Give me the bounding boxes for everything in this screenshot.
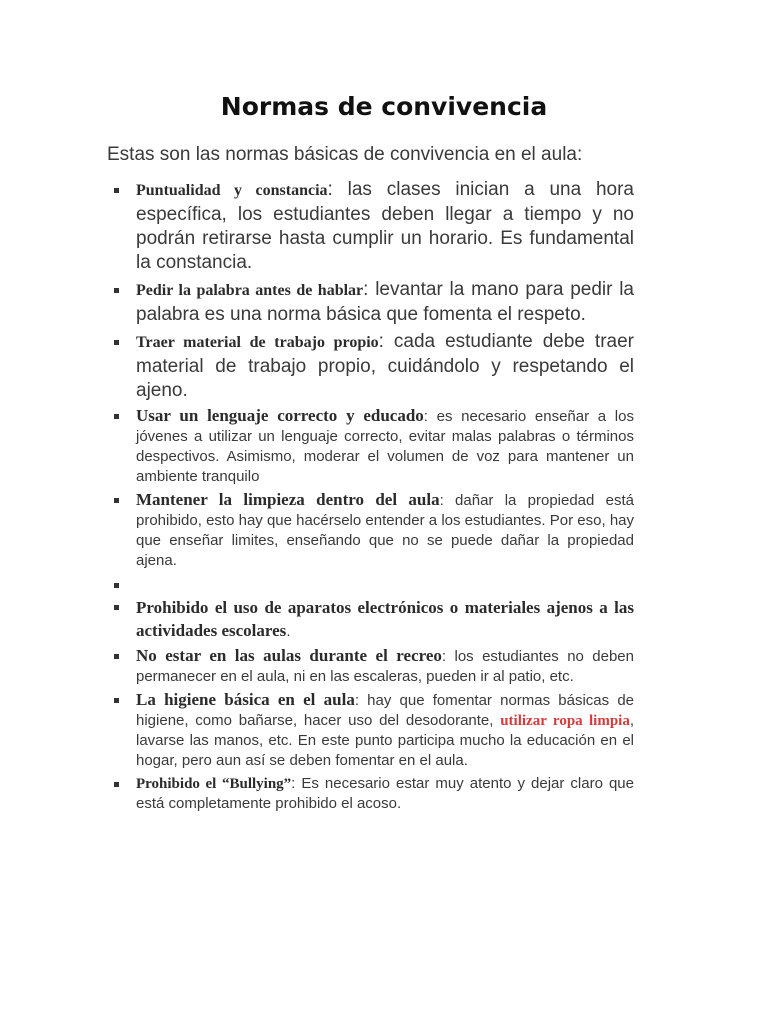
norm-heading: No estar en las aulas durante el recreo [136,646,442,665]
norm-text: : hay que fomentar normas básicas de higiene, como bañarse, hacer uso del desodorante, [136,692,634,729]
list-item-limpieza [114,490,634,571]
list-item-recreo [114,646,634,687]
norm-text: : los estudiantes no deben permanecer en el aula, ni en las escaleras, pueden ir al patio, etc. [136,648,634,685]
norm-text: : es necesario enseñar a los jóvenes a utilizar un lenguaje correcto, evitar malas palabras o términos despectivos. Asimismo, moderar el volumen de voz para mantener un ambiente tranquilo [136,408,634,485]
norm-heading: Traer material de trabajo propio [136,334,379,351]
norm-heading: Usar un lenguaje correcto y educado [136,406,424,425]
norm-heading: Prohibido el uso de aparatos electrónicos o materiales ajenos a las actividades escolares [136,598,634,640]
list-item-pedir-palabra [114,278,634,327]
list-item-aparatos [114,597,634,643]
highlighted-text: utilizar ropa limpia [500,713,630,729]
list-item-higiene [114,690,634,771]
list-item-material [114,330,634,403]
norm-text-after: , lavarse las manos, etc. En este punto participa mucho la educación en el hogar, pero aun así se deben fomentar en el aula. [136,712,635,769]
norm-text: : levantar la mano para pedir la palabra es una norma básica que fomenta el respeto. [136,279,634,325]
norm-text: . [286,623,291,640]
norm-heading: Prohibido el “Bullying” [136,776,292,792]
norm-text: : cada estudiante debe traer material de trabajo propio, cuidándolo y respetando el ajeno. [136,331,634,401]
list-item-puntualidad [114,178,634,275]
norm-heading: Mantener la limpieza dentro del aula [136,490,440,509]
norm-heading: Pedir la palabra antes de hablar [136,282,364,299]
norm-heading: Puntualidad y constancia [136,182,328,199]
list-item-empty [114,574,634,594]
norms-list [114,178,634,817]
norm-heading: La higiene básica en el aula [136,690,355,709]
norm-text: : las clases inician a una hora específica, los estudiantes deben llegar a tiempo y no podrán retirarse hasta cumplir un horario. Es fundamental la constancia. [136,179,634,273]
norm-text: : dañar la propiedad está prohibido, esto hay que hacérselo entender a los estudiantes. Por eso, hay que enseñar limites, enseñando que no se puede dañar la propiedad ajena. [136,492,634,569]
intro-paragraph: Estas son las normas básicas de convivencia en el aula: [107,144,583,165]
page-title: Normas de convivencia [220,92,548,121]
list-item-lenguaje [114,406,634,487]
norm-text: : Es necesario estar muy atento y dejar claro que está completamente prohibido el acoso. [136,775,634,812]
list-item-bullying [114,774,634,814]
